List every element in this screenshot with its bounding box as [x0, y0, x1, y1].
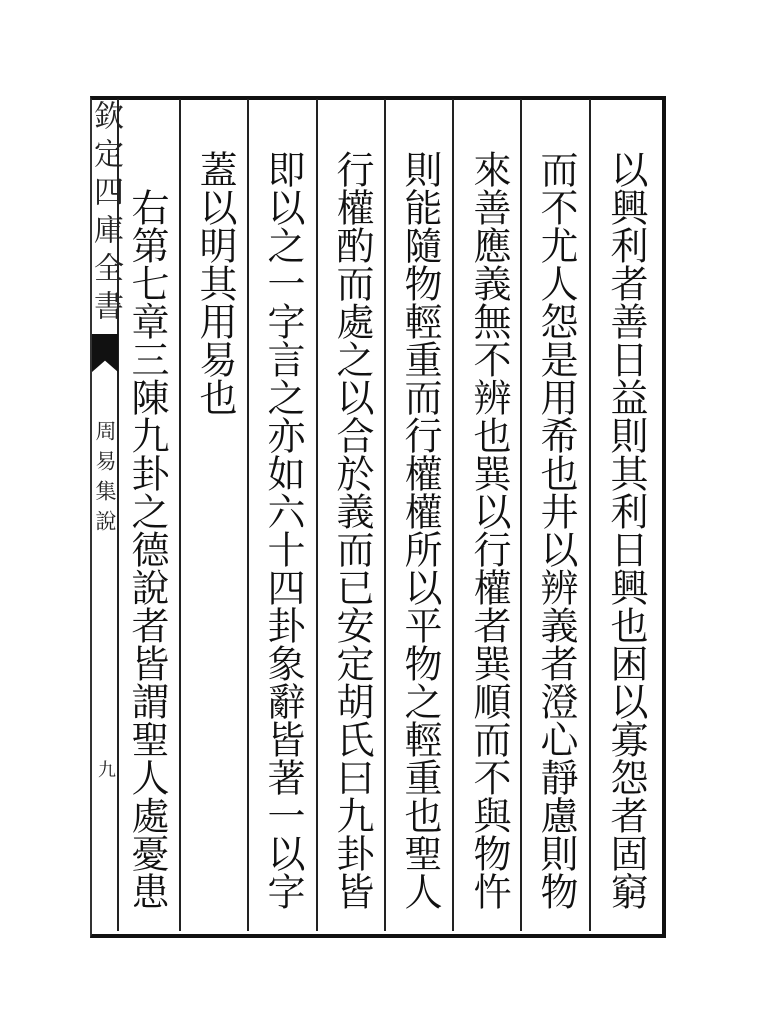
column-rule — [452, 99, 454, 931]
margin-book-title: 周易集說 — [93, 420, 117, 540]
text-column-5: 行權酌而處之以合於義而已安定胡氏曰九卦皆 — [330, 150, 374, 910]
page-number: 九 — [98, 760, 116, 781]
text-column-4: 則能隨物輕重而行權權所以平物之輕重也聖人 — [398, 150, 442, 910]
column-rule — [520, 99, 522, 931]
margin-header: 欽定四庫全書 — [88, 100, 123, 328]
column-rule — [316, 99, 318, 931]
text-column-7: 蓋以明其用易也 — [193, 150, 237, 416]
column-rule — [384, 99, 386, 931]
text-column-3: 來善應義無不辨也巽以行權者巽順而不與物忤 — [467, 150, 511, 910]
column-rule — [179, 99, 181, 931]
column-rule — [247, 99, 249, 931]
text-column-8: 右第七章三陳九卦之德說者皆謂聖人處憂患 — [125, 188, 169, 910]
text-column-2: 而不尤人怨是用希也井以辨義者澄心靜慮則物 — [534, 150, 578, 910]
column-rule — [589, 99, 591, 931]
text-column-1: 以興利者善日益則其利日興也困以寡怨者固窮 — [604, 150, 648, 910]
page-frame — [90, 96, 666, 938]
text-column-6: 即以之一字言之亦如六十四卦象辭皆著一以字 — [261, 150, 305, 910]
